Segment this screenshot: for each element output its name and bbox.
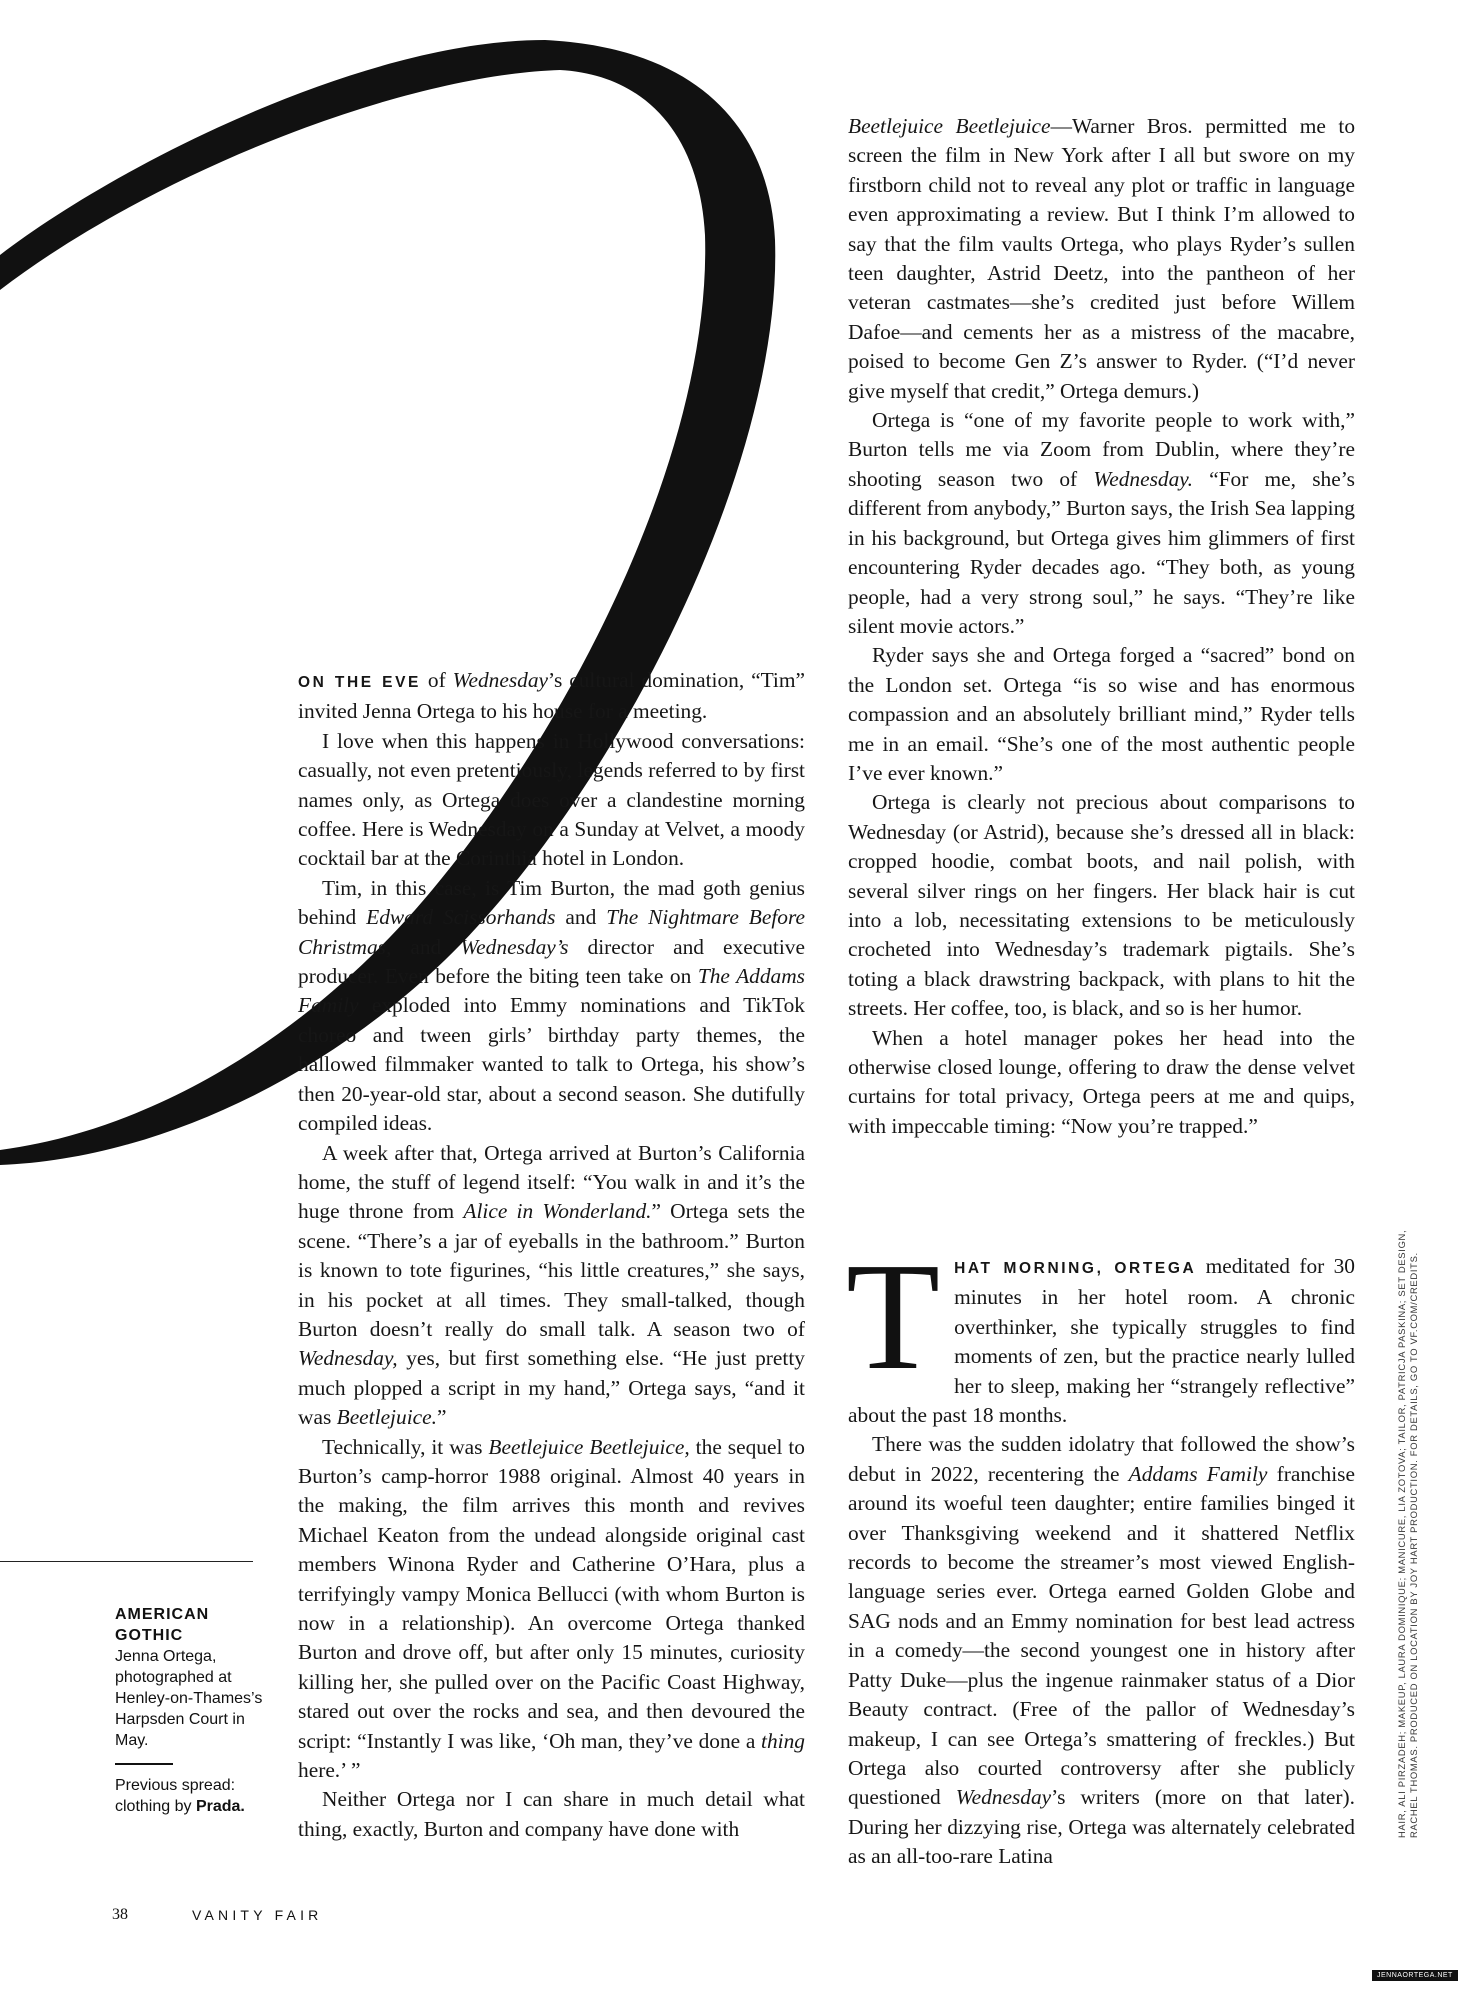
- title-italic: Wednesday: [955, 1785, 1052, 1810]
- text: ’s writers (more on that later). During her dizzying rise, Ortega was alternately celebrated as an all-too-rare Latina: [848, 1785, 1355, 1869]
- text: Technically, it was: [322, 1434, 489, 1459]
- title-italic: Wednesday: [452, 668, 549, 692]
- credits-line: HAIR, ALI PIRZADEH; MAKEUP, LAURA DOMINIQUE; MANICURE, LIA ZOTOVA; TAILOR, PATRICJA PASKINA; SET DESIGN,: [1396, 1229, 1407, 1838]
- photo-credits: [1396, 1168, 1420, 1838]
- text: here.’ ”: [298, 1758, 361, 1783]
- text: franchise around its woeful teen daughter; entire families binged it over Thanksgiving weekend and it shattered Netflix records to become the streamer’s most viewed English-language series ever. Ortega earned Golden Globe and SAG nods and an Emmy nomination for best lead actress in a comedy—the second youngest one in history after Patty Duke—plus the ingenue rainmaker status of a Dior Beauty contract. (Free of the pallor of Wednesday’s makeup, I can see Ortega’s smattering of freckles.) But Ortega also courted controversy after she publicly questioned: [848, 1461, 1355, 1810]
- paragraph: [848, 1430, 1355, 1871]
- text: yes, but first something else. “He just pretty much plopped a script in my hand,” Ortega says, “and it was: [298, 1346, 805, 1430]
- brand-name: Prada.: [195, 1798, 245, 1815]
- text: Tim, in this case, is Tim Burton, the mad goth genius behind: [298, 875, 805, 930]
- text: meditated for 30 minutes in her hotel room. A chronic overthinker, she typically struggles to find moments of zen, but the practice nearly lulled her to sleep, making her “strangely reflective” about the past 18 months.: [848, 1254, 1356, 1428]
- text: There was the sudden idolatry that followed the show’s debut in 2022, recentering the: [848, 1432, 1355, 1486]
- paragraph: [846, 1232, 1356, 1430]
- page-number: 38: [112, 1906, 128, 1923]
- drop-cap: T: [846, 1232, 941, 1402]
- text: —Warner Bros. permitted me to screen the film in New York after I all but swore on my firstborn child not to reveal any plot or traffic in language even approximating a review. But I think I’m allowed to say that the film vaults Ortega, who plays Ryder’s sullen teen daughter, Astrid Deetz, into the pantheon of her veteran castmates—she’s credited just before Willem Dafoe—and cements her as a mistress of the macabre, poised to become Gen Z’s answer to Ryder. (“I’d never give myself that credit,” Ortega demurs.): [848, 114, 1356, 403]
- paragraph: [298, 874, 805, 1139]
- title-italic: Addams Family: [1128, 1461, 1268, 1486]
- lead-in: HAT MORNING, ORTEGA: [954, 1260, 1197, 1277]
- paragraph: When a hotel manager pokes her head into the otherwise closed lounge, offering to draw the dense velvet curtains for total privacy, Ortega peers at me and quips, with impeccable timing: “Now you’re trapped.”: [848, 1025, 1355, 1138]
- photo-caption: [115, 1604, 265, 1817]
- paragraph: [298, 666, 805, 727]
- text: of: [420, 668, 453, 692]
- caption-title: [115, 1604, 265, 1646]
- title-italic: Wednesday’s: [460, 934, 569, 959]
- paragraph: [848, 112, 1355, 406]
- caption-rule: [115, 1763, 173, 1765]
- caption-note: [115, 1775, 265, 1817]
- lead-in: ON THE EVE: [298, 674, 421, 691]
- paragraph: [298, 1433, 805, 1786]
- text: “For me, she’s different from anybody,” Burton says, the Irish Sea lapping in his background, but Ortega gives him glimmers of first encountering Ryder decades ago. “They both, as young people, had a very strong soul,” he says. “They’re like silent movie actors.”: [848, 466, 1355, 638]
- caption-title-line: AMERICAN: [115, 1606, 210, 1623]
- paragraph: Ryder says she and Ortega forged a “sacred” bond on the London set. Ortega “is so wise and has enormous compassion and an absolutely brilliant mind,” Ryder tells me in an email. “She’s one of the most authentic people I’ve ever known.”: [848, 643, 1355, 785]
- title-italic: The Nightmare Before Christmas,: [298, 905, 805, 959]
- article-right-column-bottom: [846, 1232, 1356, 1872]
- title-italic: Wednesday.: [1093, 466, 1193, 491]
- paragraph: Neither Ortega nor I can share in much detail what thing, exactly, Burton and company have done with: [298, 1787, 805, 1841]
- text: director and executive producer. Even before the biting teen take on: [298, 934, 805, 989]
- text: Ortega is “one of my favorite people to work with,” Burton tells me via Zoom from Dublin, where they’re shooting season two of: [848, 408, 1355, 491]
- title-italic: Alice in Wonderland.: [463, 1199, 652, 1224]
- text: the sequel to Burton’s camp-horror 1988 original. Almost 40 years in the making, the film arrives this month and revives Michael Keaton from the undead alongside original cast members Winona Ryder and Catherine O’Hara, plus a terrifyingly vampy Monica Bellucci (with whom Burton is now in a relationship). An overcome Ortega thanked Burton and drove off, but after only 15 minutes, curiosity killing her, she pulled over on the Pacific Coast Highway, stared out over the rocks and sea, and then devoured the script: “Instantly I was like, ‘Oh man, they’ve done a: [298, 1434, 805, 1753]
- text: and: [391, 934, 461, 959]
- title-italic: Wednesday,: [298, 1346, 398, 1371]
- site-watermark: JENNAORTEGA.NET: [1372, 1970, 1458, 1981]
- title-italic: Beetlejuice Beetlejuice,: [488, 1434, 690, 1459]
- article-right-column-top: [848, 112, 1355, 1141]
- text: exploded into Emmy nominations and TikTok choreo and tween girls’ birthday party themes, the hallowed filmmaker wanted to talk to Ortega, his show’s then 20-year-old star, about a second season. She dutifully compiled ideas.: [298, 993, 805, 1136]
- article-left-column: [298, 666, 805, 1844]
- text: ”: [436, 1405, 447, 1430]
- paragraph: [298, 1139, 805, 1433]
- title-italic: Beetlejuice Beetlejuice: [848, 114, 1051, 138]
- paragraph: I love when this happens in Hollywood conversations: casually, not even pretentiously, legends referred to by first names only, as Ortega does over a clandestine morning coffee. Here is Wednesday on a Sunday at Velvet, a moody cocktail bar at the Corinthia hotel in London.: [298, 728, 805, 871]
- text: ” Ortega sets the scene. “There’s a jar of eyeballs in the bathroom.” Burton is known to tote figurines, “his little creatures,” she says, in his pocket at all times. They small-talked, though Burton doesn’t really do small talk. A season two of: [298, 1199, 805, 1341]
- caption-body: Jenna Ortega, photographed at Henley-on-Thames’s Harpsden Court in May.: [115, 1648, 263, 1749]
- title-italic: Beetlejuice.: [336, 1405, 437, 1430]
- title-italic: The Addams Family: [298, 964, 805, 1018]
- text: ’s cultural domination, “Tim” invited Jenna Ortega to his house for a meeting.: [298, 668, 805, 724]
- paragraph: Ortega is clearly not precious about comparisons to Wednesday (or Astrid), because she’s dressed all in black: cropped hoodie, combat boots, and nail polish, with several silver rings on her fingers. Her black hair is cut into a lob, necessitating extensions to be meticulously crocheted into Wednesday’s trademark pigtails. She’s toting a black drawstring backpack, with plans to hit the streets. Her coffee, too, is black, and so is her humor.: [848, 790, 1355, 1021]
- emphasis-italic: thing: [761, 1728, 805, 1753]
- credits-line: RACHEL THOMAS. PRODUCED ON LOCATION BY JOY HART PRODUCTION. FOR DETAILS, GO TO VF.COM/CREDITS.: [1408, 1252, 1419, 1838]
- title-italic: Edward Scissorhands: [366, 905, 556, 930]
- caption-title-line: GOTHIC: [115, 1627, 184, 1644]
- text: and: [555, 905, 607, 930]
- text: Previous spread: clothing by: [115, 1777, 236, 1815]
- magazine-name: VANITY FAIR: [192, 1907, 323, 1923]
- paragraph: [848, 406, 1355, 641]
- text: A week after that, Ortega arrived at Burton’s California home, the stuff of legend itself: “You walk in and it’s the huge throne from: [298, 1140, 805, 1224]
- caption-divider: [0, 1561, 253, 1562]
